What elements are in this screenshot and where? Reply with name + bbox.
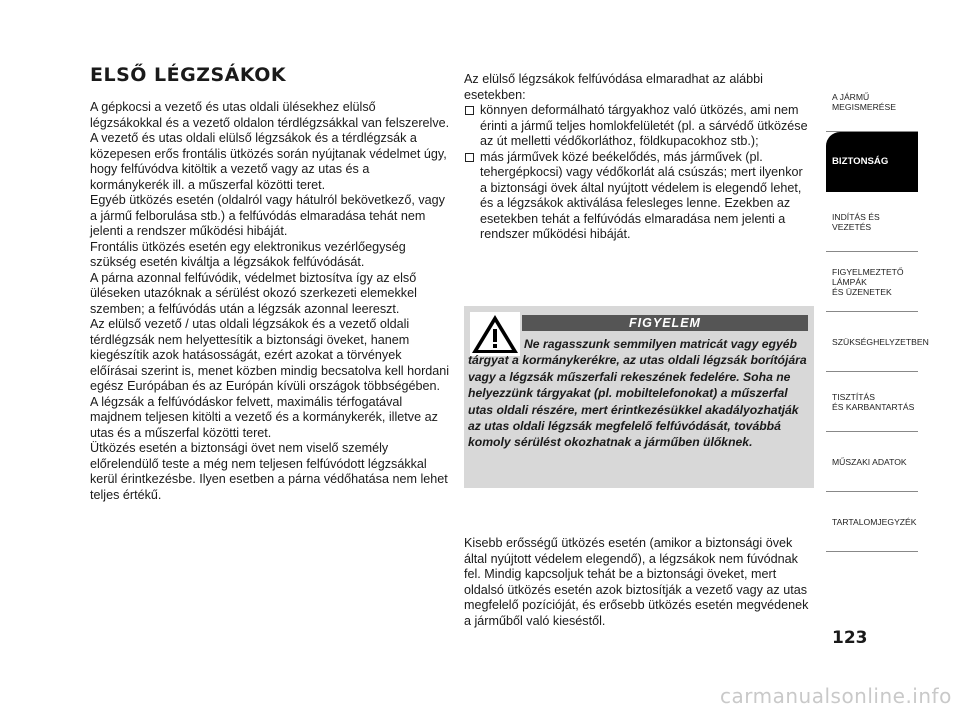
warning-box — [464, 306, 814, 488]
tab-tartalomjegyzek[interactable]: TARTALOMJEGYZÉK — [826, 492, 918, 552]
list-item: más járművek közé beékelődés, más járművek (pl. tehergépkocsi) vagy védőkorlát alá csúszás; mert ilyenkor a biztonsági övek által nyújtott védelem is elegendő lehet, és a légzsákok aktiválása felesleges lenne. Ezekben az esetekben tehát a felfúvódás elmaradása nem jelenti a rendszer működési hibáját. — [464, 150, 809, 243]
warning-heading: FIGYELEM — [522, 315, 808, 331]
tab-muszaki-adatok[interactable]: MŰSZAKI ADATOK — [826, 432, 918, 492]
list-item: könnyen deformálható tárgyakhoz való ütközés, ami nem érinti a jármű teljes homlokfelületét (pl. a sárvédő ütközése az út melletti védőkorláthoz, földkupacokhoz stb.); — [464, 103, 809, 150]
checkbox-square-icon — [465, 153, 474, 162]
right-intro-text: Az elülső légzsákok felfúvódása elmaradhat az alábbi esetekben: — [464, 72, 763, 102]
right-column — [464, 72, 809, 243]
tab-jarmu-megismerese[interactable]: A JÁRMŰ MEGISMERÉSE — [826, 72, 918, 132]
section-title: ELSŐ LÉGZSÁKOK — [90, 64, 287, 86]
closing-paragraph-block — [464, 536, 814, 629]
watermark: carmanualsonline.info — [720, 684, 952, 708]
tab-biztonsag[interactable]: BIZTONSÁG — [826, 132, 918, 192]
condition-list — [464, 103, 809, 243]
tab-tisztitas-karbantartas[interactable]: TISZTÍTÁS ÉS KARBANTARTÁS — [826, 372, 918, 432]
closing-text: Kisebb erősségű ütközés esetén (amikor a biztonsági övek által nyújtott védelem elegendő), a légzsákok nem fúvódnak fel. Mindig kapcsoljuk tehát be a biztonsági öveket, mert oldalsó ütközés esetén azok biztosítják a vezető vagy az utas megfelelő pozícióját, és erősebb ütközés esetén megvédenek a járműből való kieséstől. — [464, 536, 809, 628]
checkbox-square-icon — [465, 106, 474, 115]
left-body-text: A gépkocsi a vezető és utas oldali ülésekhez elülső légzsákokkal és a vezető oldalon térdlégzsákkal van felszerelve. A vezető és utas oldali elülső légzsákok és a térdlégzsák a közepesen erős frontális ütközés során nyújtanak védelmet úgy, hogy felfúvódva kitöltik a vezető vagy az utas és a kormánykerék ill. a műszerfal közötti teret. Egyéb ütközés esetén (oldalról vagy hátulról bekövetkező, vagy a jármű felborulása stb.) a felfúvódás elmaradása tehát nem jelenti a rendszer működési hibáját. Frontális ütközés esetén egy elektronikus vezérlőegység szükség esetén kiváltja a légzsákok felfúvódását. A párna azonnal felfúvódik, védelmet biztosítva így az első üléseken utazóknak a sérülést okozó szerkezeti elemekkel szemben; a felfúvódás után a légzsák azonnal leereszt. Az elülső vezető / utas oldali légzsákok és a vezető oldali térdlégzsák nem helyettesítik a biztonsági öveket, hanem kiegészítik azok hatásosságát, ezért azokat a törvények előírásai szerint is, menet közben mindig becsatolva kell hordani egész Európában és az Európán kívüli országok többségében. A légzsák a felfúvódáskor felvett, maximális térfogatával majdnem teljesen kitölti a vezető és a kormánykerék, illetve az utas és a műszerfal közötti teret. Ütközés esetén a biztonsági övet nem viselő személy előrelendülő teste a még nem teljesen felfúvódott légzsákkal kerül érintkezésbe. Ilyen esetben a párna védőhatása nem lehet teljes értékű. — [90, 100, 450, 502]
tab-szukseghelyzetben[interactable]: SZÜKSÉGHELYZETBEN — [826, 312, 918, 372]
warning-text: Ne ragasszunk semmilyen matricát vagy egyéb tárgyat a kormánykerékre, az utas oldali légzsák borítójára vagy a légzsák műszerfali rekeszének fedelére. Soha ne helyezzünk tárgyakat (pl. mobiltelefonokat) a műszerfal utas oldali részére, mert érintkezésükkel akadályozhatják az utas oldali légzsák megfelelő felfúvódását, továbbá komoly sérülést okozhatnak a járműben ülőknek. — [468, 337, 807, 450]
left-column — [90, 64, 450, 503]
chapter-tabs — [826, 72, 929, 552]
tab-inditas-es-vezetes[interactable]: INDÍTÁS ÉS VEZETÉS — [826, 192, 918, 252]
tab-figyelmezteto-lampak[interactable]: FIGYELMEZTETŐ LÁMPÁK ÉS ÜZENETEK — [826, 252, 918, 312]
page-number: 123 — [832, 628, 868, 648]
